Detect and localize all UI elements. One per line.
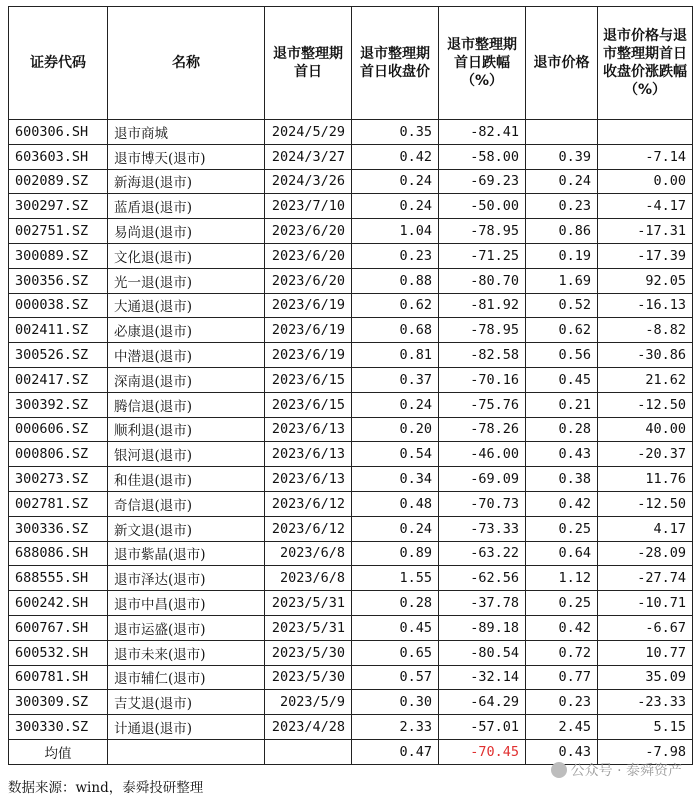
cell-first-drop: -78.95: [439, 318, 526, 343]
header-change: 退市价格与退市整理期首日收盘价涨跌幅（%）: [598, 7, 693, 120]
cell-first-drop: -70.73: [439, 491, 526, 516]
table-row: [9, 343, 693, 368]
cell-name: 和佳退(退市): [108, 467, 265, 492]
cell-date: 2023/6/20: [265, 219, 352, 244]
cell-change: -27.74: [598, 566, 693, 591]
cell-name: 腾信退(退市): [108, 392, 265, 417]
cell-code: 002751.SZ: [9, 219, 108, 244]
average-close: 0.47: [352, 739, 439, 764]
cell-delist-price: 0.64: [526, 541, 598, 566]
cell-change: -28.09: [598, 541, 693, 566]
cell-first-close: 0.24: [352, 194, 439, 219]
cell-name: 退市博天(退市): [108, 144, 265, 169]
cell-delist-price: 0.28: [526, 417, 598, 442]
cell-name: 退市商城: [108, 120, 265, 145]
cell-date: 2023/6/15: [265, 367, 352, 392]
cell-date: 2023/5/30: [265, 665, 352, 690]
cell-name: 光一退(退市): [108, 268, 265, 293]
cell-delist-price: 0.77: [526, 665, 598, 690]
wechat-icon: [551, 762, 567, 778]
cell-code: 688086.SH: [9, 541, 108, 566]
cell-first-close: 0.42: [352, 144, 439, 169]
cell-delist-price: 0.72: [526, 640, 598, 665]
cell-code: 300526.SZ: [9, 343, 108, 368]
cell-change: -30.86: [598, 343, 693, 368]
cell-name: 退市运盛(退市): [108, 615, 265, 640]
cell-change: 40.00: [598, 417, 693, 442]
cell-first-drop: -80.70: [439, 268, 526, 293]
cell-first-close: 0.24: [352, 392, 439, 417]
cell-change: 4.17: [598, 516, 693, 541]
cell-first-drop: -37.78: [439, 591, 526, 616]
cell-date: 2023/6/15: [265, 392, 352, 417]
cell-date: 2023/6/12: [265, 491, 352, 516]
table-row: [9, 367, 693, 392]
average-label: 均值: [9, 739, 108, 764]
cell-first-close: 0.28: [352, 591, 439, 616]
table-row: [9, 120, 693, 145]
cell-first-close: 0.35: [352, 120, 439, 145]
cell-first-close: 0.65: [352, 640, 439, 665]
cell-change: -12.50: [598, 491, 693, 516]
average-empty-date: [265, 739, 352, 764]
cell-change: 92.05: [598, 268, 693, 293]
cell-first-drop: -46.00: [439, 442, 526, 467]
table-body: [9, 120, 693, 740]
cell-first-drop: -63.22: [439, 541, 526, 566]
cell-delist-price: 0.42: [526, 491, 598, 516]
cell-change: -17.39: [598, 243, 693, 268]
cell-name: 退市泽达(退市): [108, 566, 265, 591]
table-row: [9, 243, 693, 268]
cell-delist-price: 1.12: [526, 566, 598, 591]
watermark-text: 公众号 · 泰舜资产: [570, 763, 682, 779]
table-row: [9, 318, 693, 343]
cell-name: 中潜退(退市): [108, 343, 265, 368]
cell-delist-price: 0.25: [526, 516, 598, 541]
cell-date: 2023/6/13: [265, 467, 352, 492]
cell-delist-price: 0.25: [526, 591, 598, 616]
cell-delist-price: 1.69: [526, 268, 598, 293]
table-row: [9, 690, 693, 715]
table-row: [9, 715, 693, 740]
cell-date: 2023/6/13: [265, 417, 352, 442]
cell-code: 300392.SZ: [9, 392, 108, 417]
cell-name: 退市中昌(退市): [108, 591, 265, 616]
cell-name: 计通退(退市): [108, 715, 265, 740]
cell-delist-price: 0.23: [526, 690, 598, 715]
cell-code: 600242.SH: [9, 591, 108, 616]
cell-change: -8.82: [598, 318, 693, 343]
header-first-day: 退市整理期首日: [265, 7, 352, 120]
cell-first-close: 0.48: [352, 491, 439, 516]
table-row: [9, 219, 693, 244]
cell-code: 300273.SZ: [9, 467, 108, 492]
cell-delist-price: 0.39: [526, 144, 598, 169]
cell-date: 2023/6/20: [265, 268, 352, 293]
cell-code: 000606.SZ: [9, 417, 108, 442]
table-header-row: [9, 7, 693, 120]
cell-delist-price: [526, 120, 598, 145]
cell-first-drop: -69.23: [439, 169, 526, 194]
cell-first-drop: -73.33: [439, 516, 526, 541]
cell-first-close: 0.45: [352, 615, 439, 640]
table-row: [9, 640, 693, 665]
cell-first-close: 0.23: [352, 243, 439, 268]
cell-code: 688555.SH: [9, 566, 108, 591]
cell-first-drop: -82.58: [439, 343, 526, 368]
cell-first-drop: -58.00: [439, 144, 526, 169]
cell-first-close: 0.20: [352, 417, 439, 442]
cell-date: 2023/6/13: [265, 442, 352, 467]
cell-name: 退市紫晶(退市): [108, 541, 265, 566]
cell-delist-price: 0.62: [526, 318, 598, 343]
cell-name: 大通退(退市): [108, 293, 265, 318]
cell-first-drop: -32.14: [439, 665, 526, 690]
cell-delist-price: 0.43: [526, 442, 598, 467]
cell-delist-price: 2.45: [526, 715, 598, 740]
cell-first-close: 0.54: [352, 442, 439, 467]
cell-date: 2023/6/19: [265, 343, 352, 368]
cell-code: 300309.SZ: [9, 690, 108, 715]
cell-date: 2023/5/31: [265, 591, 352, 616]
cell-first-close: 2.33: [352, 715, 439, 740]
table-row: [9, 293, 693, 318]
cell-date: 2023/6/19: [265, 318, 352, 343]
cell-date: 2024/3/26: [265, 169, 352, 194]
cell-delist-price: 0.56: [526, 343, 598, 368]
cell-first-close: 0.34: [352, 467, 439, 492]
cell-change: -16.13: [598, 293, 693, 318]
cell-change: -4.17: [598, 194, 693, 219]
cell-delist-price: 0.23: [526, 194, 598, 219]
cell-first-close: 1.04: [352, 219, 439, 244]
cell-name: 退市辅仁(退市): [108, 665, 265, 690]
cell-first-close: 0.88: [352, 268, 439, 293]
cell-code: 300297.SZ: [9, 194, 108, 219]
average-empty-name: [108, 739, 265, 764]
table-row: [9, 615, 693, 640]
cell-change: [598, 120, 693, 145]
cell-code: 600306.SH: [9, 120, 108, 145]
cell-first-drop: -80.54: [439, 640, 526, 665]
cell-name: 吉艾退(退市): [108, 690, 265, 715]
table-wrapper: [8, 6, 692, 765]
cell-first-close: 1.55: [352, 566, 439, 591]
cell-change: -23.33: [598, 690, 693, 715]
average-price: 0.43: [526, 739, 598, 764]
cell-change: -6.67: [598, 615, 693, 640]
cell-code: 002417.SZ: [9, 367, 108, 392]
cell-first-close: 0.62: [352, 293, 439, 318]
cell-date: 2023/6/12: [265, 516, 352, 541]
table-row: [9, 566, 693, 591]
cell-code: 600781.SH: [9, 665, 108, 690]
delisting-table: [8, 6, 693, 765]
cell-first-close: 0.68: [352, 318, 439, 343]
table-row: [9, 194, 693, 219]
cell-first-drop: -89.18: [439, 615, 526, 640]
data-source-note: 数据来源：wind，泰舜投研整理: [8, 780, 204, 796]
table-row: [9, 417, 693, 442]
cell-name: 奇信退(退市): [108, 491, 265, 516]
cell-name: 新海退(退市): [108, 169, 265, 194]
cell-name: 深南退(退市): [108, 367, 265, 392]
cell-name: 新文退(退市): [108, 516, 265, 541]
header-code: 证券代码: [9, 7, 108, 120]
cell-date: 2023/6/8: [265, 541, 352, 566]
cell-date: 2023/7/10: [265, 194, 352, 219]
table-row: [9, 169, 693, 194]
cell-delist-price: 0.21: [526, 392, 598, 417]
cell-first-drop: -50.00: [439, 194, 526, 219]
cell-code: 000806.SZ: [9, 442, 108, 467]
table-row: [9, 442, 693, 467]
cell-delist-price: 0.42: [526, 615, 598, 640]
cell-code: 603603.SH: [9, 144, 108, 169]
cell-code: 002411.SZ: [9, 318, 108, 343]
cell-date: 2024/5/29: [265, 120, 352, 145]
cell-change: 11.76: [598, 467, 693, 492]
cell-change: 5.15: [598, 715, 693, 740]
cell-change: -10.71: [598, 591, 693, 616]
cell-code: 300330.SZ: [9, 715, 108, 740]
cell-change: -7.14: [598, 144, 693, 169]
header-delist-price: 退市价格: [526, 7, 598, 120]
cell-date: 2023/6/8: [265, 566, 352, 591]
cell-code: 002089.SZ: [9, 169, 108, 194]
cell-change: -17.31: [598, 219, 693, 244]
cell-change: 0.00: [598, 169, 693, 194]
cell-first-drop: -62.56: [439, 566, 526, 591]
cell-change: -12.50: [598, 392, 693, 417]
cell-name: 蓝盾退(退市): [108, 194, 265, 219]
table-row: [9, 144, 693, 169]
cell-change: 21.62: [598, 367, 693, 392]
cell-first-drop: -81.92: [439, 293, 526, 318]
cell-delist-price: 0.86: [526, 219, 598, 244]
cell-first-drop: -69.09: [439, 467, 526, 492]
cell-name: 退市未来(退市): [108, 640, 265, 665]
cell-code: 300336.SZ: [9, 516, 108, 541]
cell-change: -20.37: [598, 442, 693, 467]
cell-name: 顺利退(退市): [108, 417, 265, 442]
cell-code: 600532.SH: [9, 640, 108, 665]
cell-date: 2023/6/19: [265, 293, 352, 318]
cell-code: 002781.SZ: [9, 491, 108, 516]
cell-name: 必康退(退市): [108, 318, 265, 343]
table-row: [9, 268, 693, 293]
cell-first-close: 0.37: [352, 367, 439, 392]
cell-first-close: 0.24: [352, 169, 439, 194]
cell-date: 2023/5/30: [265, 640, 352, 665]
cell-first-drop: -64.29: [439, 690, 526, 715]
cell-code: 000038.SZ: [9, 293, 108, 318]
cell-delist-price: 0.19: [526, 243, 598, 268]
table-row: [9, 591, 693, 616]
cell-first-close: 0.24: [352, 516, 439, 541]
cell-first-close: 0.57: [352, 665, 439, 690]
table-row: [9, 467, 693, 492]
table-row: [9, 665, 693, 690]
table-row: [9, 541, 693, 566]
cell-code: 300356.SZ: [9, 268, 108, 293]
cell-code: 300089.SZ: [9, 243, 108, 268]
cell-date: 2023/6/20: [265, 243, 352, 268]
table-row: [9, 516, 693, 541]
cell-first-drop: -57.01: [439, 715, 526, 740]
cell-date: 2023/4/28: [265, 715, 352, 740]
cell-first-close: 0.30: [352, 690, 439, 715]
cell-delist-price: 0.24: [526, 169, 598, 194]
header-first-drop: 退市整理期首日跌幅（%）: [439, 7, 526, 120]
cell-date: 2023/5/9: [265, 690, 352, 715]
average-change: -7.98: [598, 739, 693, 764]
cell-change: 10.77: [598, 640, 693, 665]
average-drop: -70.45: [439, 739, 526, 764]
cell-first-drop: -78.95: [439, 219, 526, 244]
cell-first-close: 0.89: [352, 541, 439, 566]
header-first-close: 退市整理期首日收盘价: [352, 7, 439, 120]
cell-first-drop: -70.16: [439, 367, 526, 392]
cell-first-close: 0.81: [352, 343, 439, 368]
cell-delist-price: 0.38: [526, 467, 598, 492]
header-name: 名称: [108, 7, 265, 120]
cell-date: 2023/5/31: [265, 615, 352, 640]
cell-name: 文化退(退市): [108, 243, 265, 268]
cell-first-drop: -82.41: [439, 120, 526, 145]
cell-delist-price: 0.45: [526, 367, 598, 392]
cell-date: 2024/3/27: [265, 144, 352, 169]
cell-change: 35.09: [598, 665, 693, 690]
cell-name: 易尚退(退市): [108, 219, 265, 244]
cell-first-drop: -75.76: [439, 392, 526, 417]
table-row: [9, 392, 693, 417]
cell-first-drop: -71.25: [439, 243, 526, 268]
cell-first-drop: -78.26: [439, 417, 526, 442]
cell-delist-price: 0.52: [526, 293, 598, 318]
watermark: [551, 760, 682, 780]
table-row: [9, 491, 693, 516]
cell-code: 600767.SH: [9, 615, 108, 640]
cell-name: 银河退(退市): [108, 442, 265, 467]
